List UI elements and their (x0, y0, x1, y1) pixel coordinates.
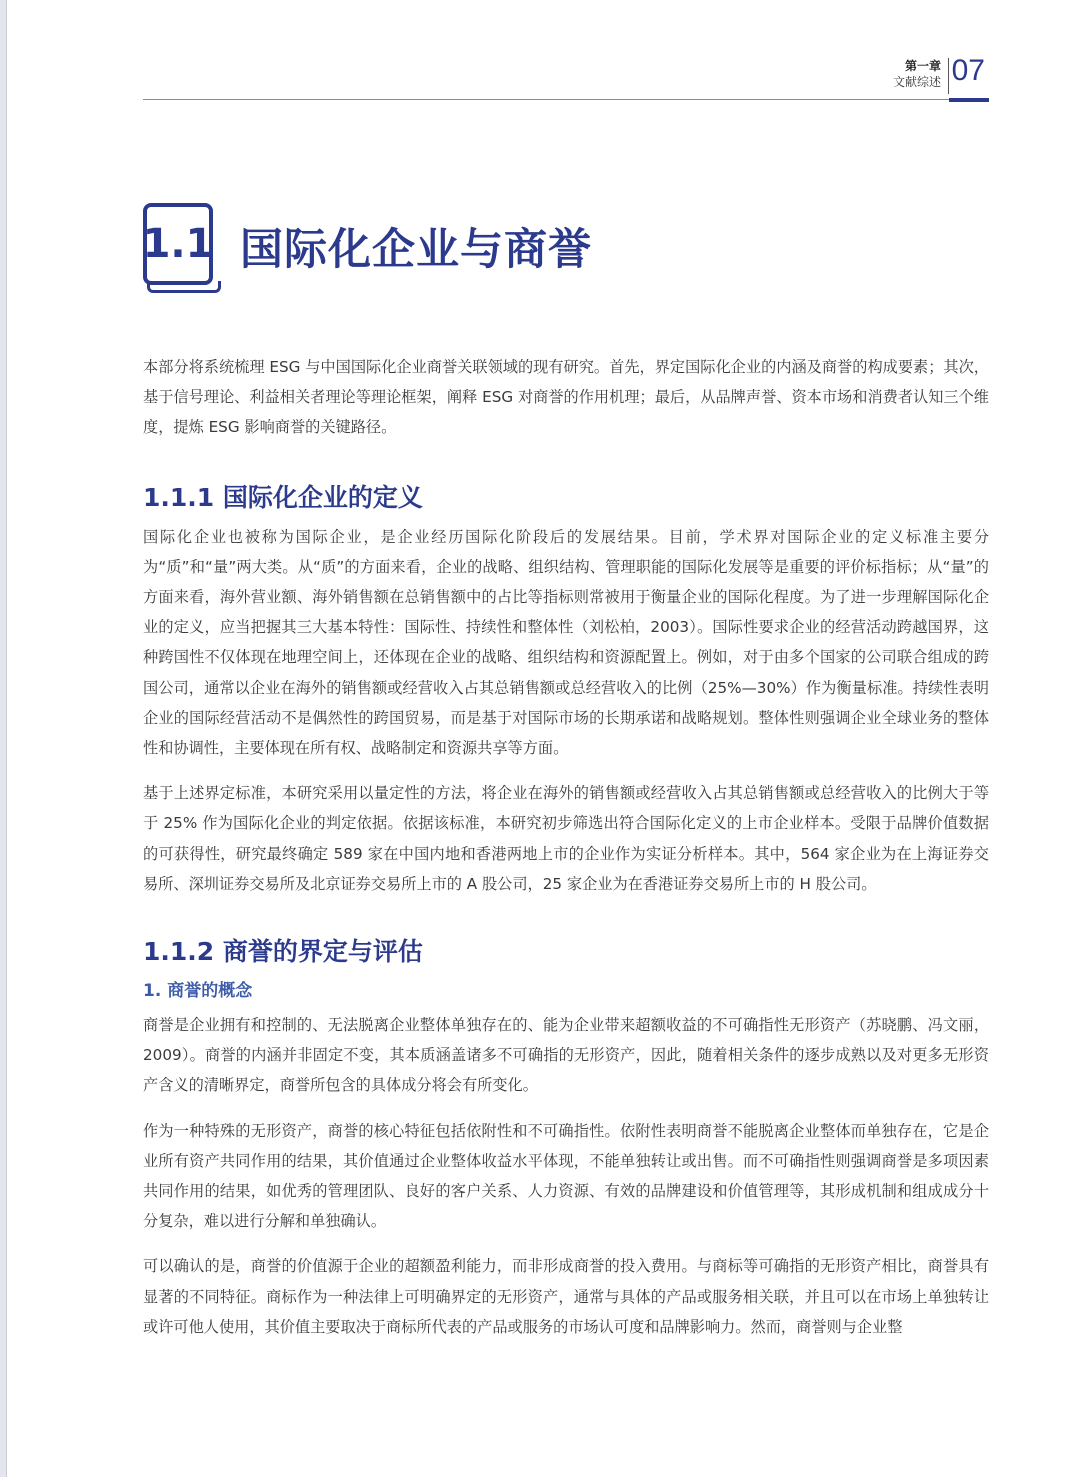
sub-heading-goodwill-concept: 1. 商誉的概念 (143, 981, 253, 1002)
page-header (143, 56, 989, 106)
paragraph: 基于上述界定标准，本研究采用以量定性的方法，将企业在海外的销售额或经营收入占其总销售额或总经营收入的比例大于等于 25% 作为国际化企业的判定依据。依据该标准，本研究初步筛选出符合国际化定义的上市企业样本。受限于品牌价值数据的可获得性，研究最终确定 589 家在中国内地和香港两地上市的企业作为实证分析样本。其中，564 家企业为在上海证券交易所、深圳证券交易所及北京证券交易所上市的 A 股公司，25 家企业为在香港证券交易所上市的 H 股公司。 (143, 784, 989, 893)
header-accent-bar (949, 98, 989, 102)
intro-paragraph: 本部分将系统梳理 ESG 与中国国际化企业商誉关联领域的现有研究。首先，界定国际化企业的内涵及商誉的构成要素；其次，基于信号理论、利益相关者理论等理论框架，阐释 ESG 对商誉的作用机理；最后，从品牌声誉、资本市场和消费者认知三个维度，提炼 ESG 影响商誉的关键路径。 (143, 358, 989, 437)
paragraph: 国际化企业也被称为国际企业，是企业经历国际化阶段后的发展结果。目前，学术界对国际企业的定义标准主要分为“质”和“量”两大类。从“质”的方面来看，企业的战略、组织结构、管理职能的国际化发展等是重要的评价标指标；从“量”的方面来看，海外营业额、海外销售额在总销售额中的占比等指标则常被用于衡量企业的国际化程度。为了进一步理解国际化企业的定义，应当把握其三大基本特性：国际性、持续性和整体性（刘松柏，2003）。国际性要求企业的经营活动跨越国界，这种跨国性不仅体现在地理空间上，还体现在企业的战略、组织结构和资源配置上。例如，对于由多个国家的公司联合组成的跨国公司，通常以企业在海外的销售额或经营收入占其总销售额或总经营收入的比例（25%—30%）作为衡量标准。持续性表明企业的国际经营活动不是偶然性的跨国贸易，而是基于对国际市场的长期承诺和战略规划。整体性则强调企业全球业务的整体性和协调性，主要体现在所有权、战略制定和资源共享等方面。 (143, 527, 989, 758)
chapter-subtitle: 文献综述 (892, 75, 941, 89)
page-edge-line (6, 0, 7, 1477)
section-number-badge (143, 203, 223, 295)
paragraph: 商誉是企业拥有和控制的、无法脱离企业整体单独存在的、能为企业带来超额收益的不可确指性无形资产（苏晓鹏、冯文丽，2009）。商誉的内涵并非固定不变，其本质涵盖诸多不可确指的无形资产，因此，随着相关条件的逐步成熟以及对更多无形资产含义的清晰界定，商誉所包含的具体成分将会有所变化。 (143, 1016, 989, 1095)
header-divider (948, 58, 949, 94)
paragraph: 作为一种特殊的无形资产，商誉的核心特征包括依附性和不可确指性。依附性表明商誉不能脱离企业整体而单独存在，它是企业所有资产共同作用的结果，其价值通过企业整体收益水平体现，不能单独转让或出售。而不可确指性则强调商誉是多项因素共同作用的结果，如优秀的管理团队、良好的客户关系、人力资源、有效的品牌建设和价值管理等，其形成机制和组成成分十分复杂，难以进行分解和单独确认。 (143, 1121, 989, 1231)
subsection-title-1-1-2: 1.1.2 商誉的界定与评估 (143, 937, 423, 967)
paragraph: 可以确认的是，商誉的价值源于企业的超额盈利能力，而非形成商誉的投入费用。与商标等可确指的无形资产相比，商誉具有显著的不同特征。商标作为一种法律上可明确界定的无形资产，通常与具体的产品或服务相关联，并且可以在市场上单独转让或许可他人使用，其价值主要取决于商标所代表的产品或服务的市场认可度和品牌影响力。然而，商誉则与企业整 (143, 1257, 989, 1336)
subsection-title-1-1-1: 1.1.1 国际化企业的定义 (143, 482, 423, 512)
main-content (143, 352, 989, 1342)
section-title: 国际化企业与商誉 (240, 225, 592, 275)
section-number: 1.1 (143, 203, 213, 285)
page-number: 07 (951, 54, 985, 87)
chapter-label (893, 59, 941, 90)
header-rule (143, 99, 989, 100)
chapter-title: 第一章 (904, 59, 941, 73)
